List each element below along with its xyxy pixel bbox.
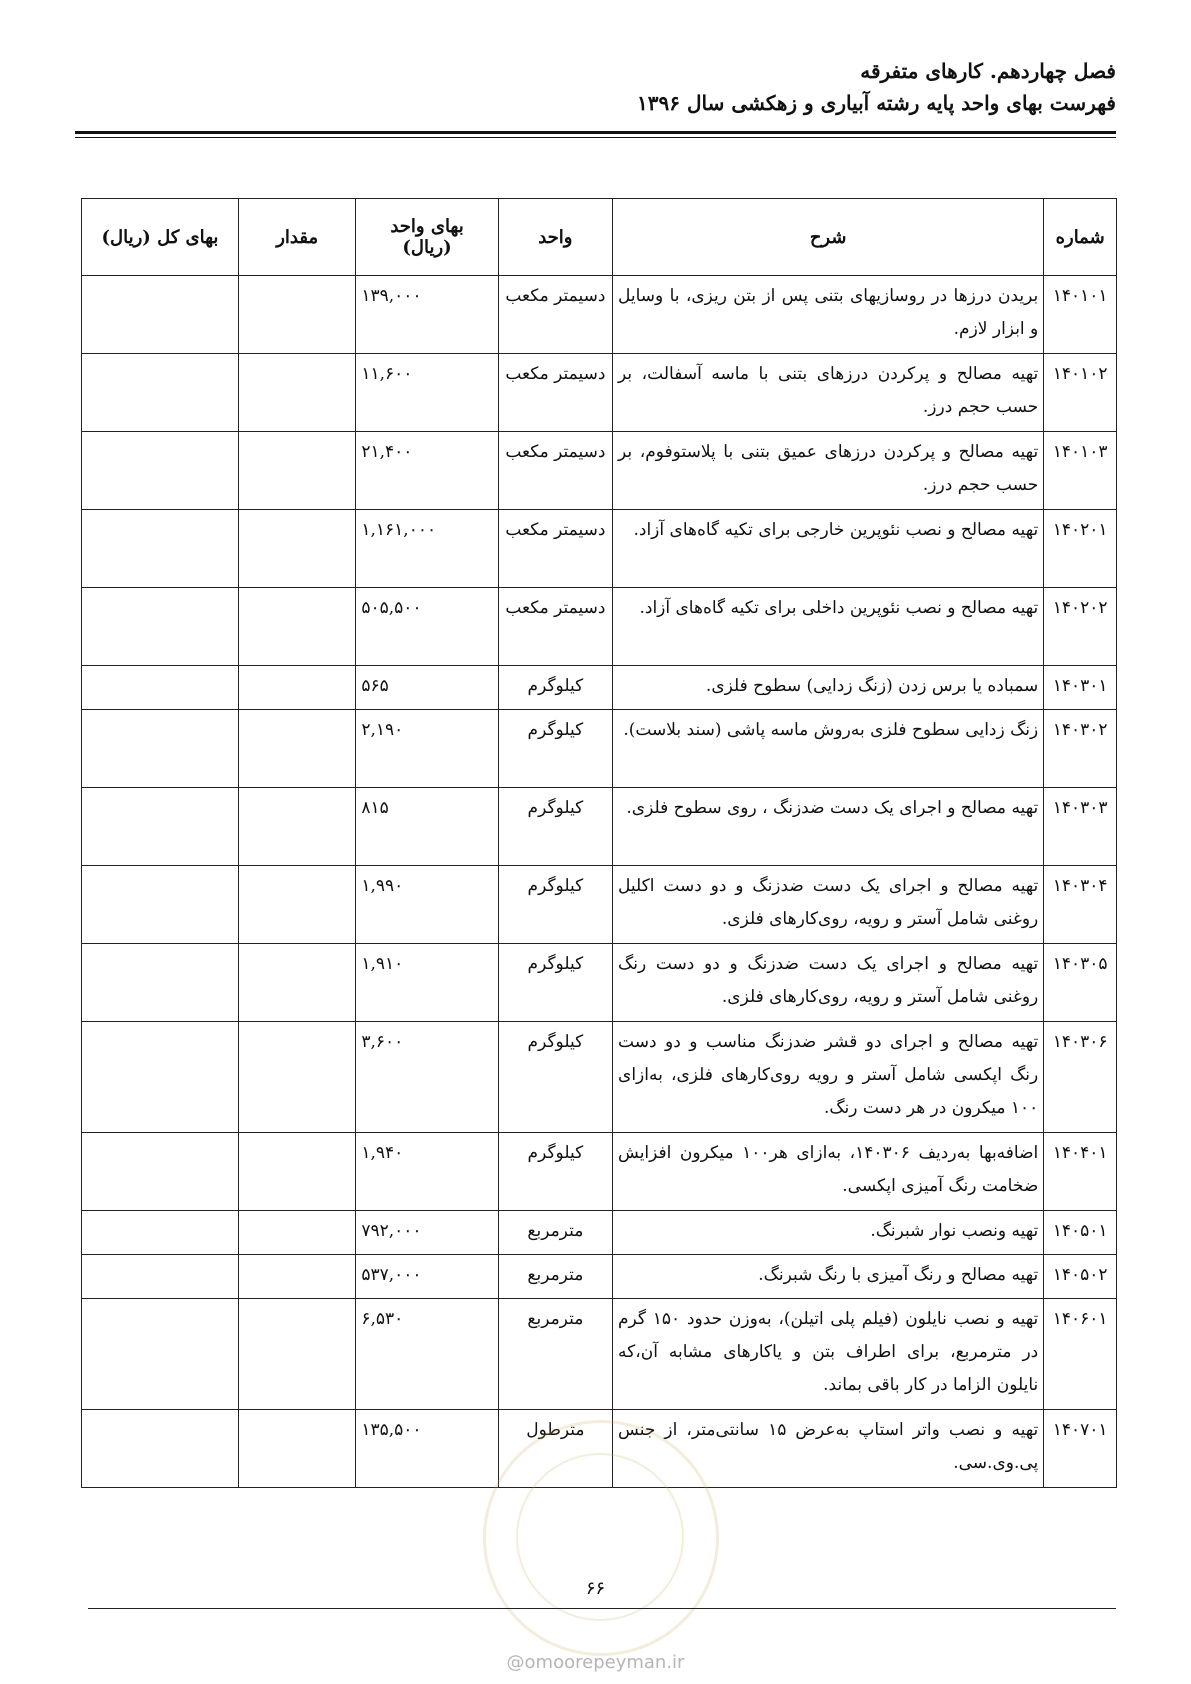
row-total — [82, 354, 239, 432]
table-row — [82, 666, 1117, 710]
row-description: تهیه مصالح و نصب نئوپرین داخلی برای تکیه گاه‌های آزاد. — [613, 588, 1044, 666]
row-code: ۱۴۰۳۰۱ — [1044, 666, 1117, 710]
col-header-qty: مقدار — [238, 199, 355, 276]
row-quantity — [238, 1133, 355, 1211]
row-total — [82, 1211, 239, 1255]
table-row — [82, 866, 1117, 944]
row-code: ۱۴۰۲۰۲ — [1044, 588, 1117, 666]
row-unit-price: ۱۱,۶۰۰ — [356, 354, 498, 432]
col-header-code: شماره — [1044, 199, 1117, 276]
row-quantity — [238, 866, 355, 944]
row-unit: کیلوگرم — [498, 666, 612, 710]
row-unit-price: ۱۳۵,۵۰۰ — [356, 1410, 498, 1488]
watermark-seal — [483, 1420, 719, 1656]
table-row — [82, 788, 1117, 866]
col-header-desc: شرح — [613, 199, 1044, 276]
row-code: ۱۴۰۴۰۱ — [1044, 1133, 1117, 1211]
row-code: ۱۴۰۵۰۲ — [1044, 1255, 1117, 1299]
row-description: تهیه مصالح و اجرای یک دست ضدزنگ ، روی سطوح فلزی. — [613, 788, 1044, 866]
row-code: ۱۴۰۷۰۱ — [1044, 1410, 1117, 1488]
row-description: تهیه مصالح و رنگ آمیزی با رنگ شبرنگ. — [613, 1255, 1044, 1299]
row-total — [82, 588, 239, 666]
row-description: تهیه مصالح و پرکردن درزهای عمیق بتنی با پلاستوفوم، بر حسب حجم درز. — [613, 432, 1044, 510]
col-header-price-line2: (ریال) — [402, 237, 452, 258]
row-description: تهیه مصالح و پرکردن درزهای بتنی با ماسه آسفالت، بر حسب حجم درز. — [613, 354, 1044, 432]
row-unit: دسیمتر مکعب — [498, 276, 612, 354]
row-unit-price: ۲,۱۹۰ — [356, 710, 498, 788]
row-total — [82, 510, 239, 588]
table-row — [82, 1299, 1117, 1410]
table-row — [82, 588, 1117, 666]
row-unit-price: ۷۹۲,۰۰۰ — [356, 1211, 498, 1255]
row-quantity — [238, 1255, 355, 1299]
row-unit: مترمربع — [498, 1255, 612, 1299]
row-description: اضافه‌بها به‌ردیف ۱۴۰۳۰۶، به‌ازای هر۱۰۰ میکرون افزایش ضخامت رنگ آمیزی اپکسی. — [613, 1133, 1044, 1211]
row-code: ۱۴۰۳۰۴ — [1044, 866, 1117, 944]
row-code: ۱۴۰۲۰۱ — [1044, 510, 1117, 588]
row-description: تهیه مصالح و نصب نئوپرین خارجی برای تکیه گاه‌های آزاد. — [613, 510, 1044, 588]
row-unit-price: ۱۳۹,۰۰۰ — [356, 276, 498, 354]
row-total — [82, 788, 239, 866]
row-unit-price: ۱,۹۱۰ — [356, 944, 498, 1022]
row-total — [82, 666, 239, 710]
row-description: زنگ زدایی سطوح فلزی به‌روش ماسه پاشی (سند بلاست). — [613, 710, 1044, 788]
row-code: ۱۴۰۳۰۳ — [1044, 788, 1117, 866]
row-unit-price: ۵۰۵,۵۰۰ — [356, 588, 498, 666]
row-quantity — [238, 666, 355, 710]
row-quantity — [238, 1211, 355, 1255]
row-unit-price: ۱,۱۶۱,۰۰۰ — [356, 510, 498, 588]
row-quantity — [238, 1299, 355, 1410]
row-unit: کیلوگرم — [498, 944, 612, 1022]
row-unit-price: ۵۶۵ — [356, 666, 498, 710]
row-unit-price: ۶,۵۳۰ — [356, 1299, 498, 1410]
row-unit: دسیمتر مکعب — [498, 510, 612, 588]
row-code: ۱۴۰۱۰۲ — [1044, 354, 1117, 432]
document-subtitle: فهرست بهای واحد پایه رشته آبیاری و زهکشی سال ۱۳۹۶ — [637, 91, 1116, 115]
row-quantity — [238, 944, 355, 1022]
row-unit-price: ۱,۹۴۰ — [356, 1133, 498, 1211]
row-code: ۱۴۰۳۰۲ — [1044, 710, 1117, 788]
row-code: ۱۴۰۶۰۱ — [1044, 1299, 1117, 1410]
row-unit-price: ۸۱۵ — [356, 788, 498, 866]
chapter-title: فصل چهاردهم. کارهای متفرقه — [860, 59, 1116, 83]
col-header-unit: واحد — [498, 199, 612, 276]
table-row — [82, 710, 1117, 788]
col-header-price-line1: بهای واحد — [390, 216, 464, 237]
footer-rule — [88, 1608, 1116, 1609]
row-quantity — [238, 788, 355, 866]
row-unit: کیلوگرم — [498, 1022, 612, 1133]
row-description: تهیه و نصب نایلون (فیلم پلی اتیلن)، به‌وزن حدود ۱۵۰ گرم در مترمربع، برای اطراف بتن و یاکارهای مشابه آن،که نایلون الزاما در کار باقی بماند. — [613, 1299, 1044, 1410]
col-header-total: بهای کل (ریال) — [82, 199, 239, 276]
row-unit: دسیمتر مکعب — [498, 432, 612, 510]
row-quantity — [238, 710, 355, 788]
row-description: تهیه مصالح و اجرای دو قشر ضدزنگ مناسب و دو دست رنگ اپکسی شامل آستر و رویه روی‌کارهای فلزی، به‌ازای ۱۰۰ میکرون در هر دست رنگ. — [613, 1022, 1044, 1133]
row-unit: مترطول — [498, 1410, 612, 1488]
row-unit: کیلوگرم — [498, 788, 612, 866]
row-unit: مترمربع — [498, 1299, 612, 1410]
row-unit: مترمربع — [498, 1211, 612, 1255]
col-header-price — [356, 199, 498, 276]
row-unit: کیلوگرم — [498, 866, 612, 944]
row-description: سمباده یا برس زدن (زنگ زدایی) سطوح فلزی. — [613, 666, 1044, 710]
table-row — [82, 1255, 1117, 1299]
row-total — [82, 432, 239, 510]
row-quantity — [238, 432, 355, 510]
table-row — [82, 510, 1117, 588]
row-total — [82, 1133, 239, 1211]
table-row — [82, 1211, 1117, 1255]
row-total — [82, 944, 239, 1022]
table-row — [82, 1022, 1117, 1133]
row-quantity — [238, 510, 355, 588]
row-quantity — [238, 1410, 355, 1488]
row-total — [82, 1022, 239, 1133]
row-description: تهیه مصالح و اجرای یک دست ضدزنگ و دو دست اکلیل روغنی شامل آستر و رویه، روی‌کارهای فلزی. — [613, 866, 1044, 944]
table-header-row — [82, 199, 1117, 276]
row-code: ۱۴۰۳۰۵ — [1044, 944, 1117, 1022]
row-total — [82, 710, 239, 788]
table-row — [82, 432, 1117, 510]
row-total — [82, 866, 239, 944]
row-description: بریدن درزها در روسازیهای بتنی پس از بتن ریزی، با وسایل و ابزار لازم. — [613, 276, 1044, 354]
table-row — [82, 354, 1117, 432]
row-total — [82, 1255, 239, 1299]
row-quantity — [238, 276, 355, 354]
row-unit-price: ۳,۶۰۰ — [356, 1022, 498, 1133]
row-unit-price: ۱,۹۹۰ — [356, 866, 498, 944]
page-number: ۶۶ — [585, 1578, 606, 1599]
row-unit: کیلوگرم — [498, 1133, 612, 1211]
row-code: ۱۴۰۵۰۱ — [1044, 1211, 1117, 1255]
table-row — [82, 1133, 1117, 1211]
row-unit-price: ۲۱,۴۰۰ — [356, 432, 498, 510]
row-quantity — [238, 354, 355, 432]
row-code: ۱۴۰۱۰۱ — [1044, 276, 1117, 354]
header-rule-thin — [75, 137, 1116, 138]
footer-website: @omoorepeyman.ir — [506, 1652, 685, 1673]
row-description: تهیه ونصب نوار شبرنگ. — [613, 1211, 1044, 1255]
header-rule-thick — [75, 131, 1116, 134]
row-unit: دسیمتر مکعب — [498, 588, 612, 666]
price-list-table — [81, 198, 1117, 1488]
row-unit: دسیمتر مکعب — [498, 354, 612, 432]
row-unit-price: ۵۳۷,۰۰۰ — [356, 1255, 498, 1299]
row-total — [82, 276, 239, 354]
row-code: ۱۴۰۱۰۳ — [1044, 432, 1117, 510]
row-description: تهیه مصالح و اجرای یک دست ضدزنگ و دو دست رنگ روغنی شامل آستر و رویه، روی‌کارهای فلزی. — [613, 944, 1044, 1022]
row-quantity — [238, 1022, 355, 1133]
row-description: تهیه و نصب واتر استاپ به‌عرض ۱۵ سانتی‌متر، از جنس پی.وی.سی. — [613, 1410, 1044, 1488]
page-header — [637, 55, 1116, 119]
row-quantity — [238, 588, 355, 666]
row-code: ۱۴۰۳۰۶ — [1044, 1022, 1117, 1133]
table-row — [82, 944, 1117, 1022]
row-total — [82, 1299, 239, 1410]
row-unit: کیلوگرم — [498, 710, 612, 788]
row-total — [82, 1410, 239, 1488]
table-row — [82, 276, 1117, 354]
